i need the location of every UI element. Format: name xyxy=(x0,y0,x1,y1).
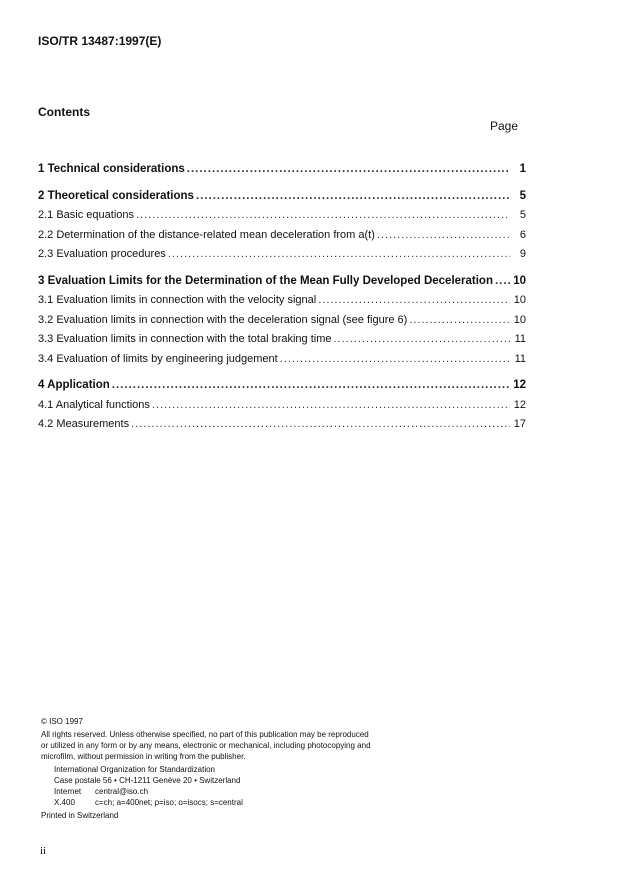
toc-entry-page: 12 xyxy=(513,398,526,411)
toc-entry[interactable] xyxy=(38,418,526,438)
toc-entry-title: 4 Application xyxy=(38,379,110,391)
toc-entry[interactable] xyxy=(38,229,526,249)
organization-name: International Organization for Standardization xyxy=(54,765,215,774)
organization-postal-address: Case postale 56 • CH-1211 Genève 20 • Switzerland xyxy=(54,776,241,785)
x400-label: X.400 xyxy=(54,798,75,807)
copyright-symbol-line: © ISO 1997 xyxy=(41,717,83,726)
x400-contact xyxy=(54,797,401,808)
toc-leader-dots xyxy=(152,399,510,411)
copyright-block xyxy=(41,716,401,821)
internet-contact xyxy=(54,786,401,797)
x400-address: c=ch; a=400net; p=iso; o=isocs; s=central xyxy=(95,798,243,807)
toc-entry[interactable] xyxy=(38,353,526,373)
toc-entry-page: 10 xyxy=(513,313,526,326)
toc-entry-page: 10 xyxy=(513,294,526,306)
toc-entry-page: 11 xyxy=(514,333,526,345)
toc-leader-dots xyxy=(131,418,510,430)
table-of-contents xyxy=(38,163,526,438)
toc-leader-dots xyxy=(112,379,510,391)
internet-label: Internet xyxy=(54,787,82,796)
toc-leader-dots xyxy=(495,275,510,287)
toc-entry-page: 12 xyxy=(513,379,526,391)
toc-entry[interactable] xyxy=(38,275,526,295)
toc-entry[interactable] xyxy=(38,248,526,268)
printed-in-line: Printed in Switzerland xyxy=(41,811,119,820)
toc-entry-title: 3.2 Evaluation limits in connection with the deceleration signal (see figure 6) xyxy=(38,313,408,326)
toc-entry-title: 3.1 Evaluation limits in connection with the velocity signal xyxy=(38,294,317,306)
toc-entry-title: 3.4 Evaluation of limits by engineering judgement xyxy=(38,352,278,365)
contents-heading: Contents xyxy=(38,105,90,119)
toc-entry-title: 2 Theoretical considerations xyxy=(38,189,194,202)
toc-leader-dots xyxy=(187,163,510,175)
toc-entry-title: 4.2 Measurements xyxy=(38,418,130,430)
toc-entry[interactable] xyxy=(38,399,526,419)
toc-entry[interactable] xyxy=(38,333,526,353)
copyright-notice-line: All rights reserved. Unless otherwise specified, no part of this publication may be reproduced xyxy=(41,730,369,739)
toc-leader-dots xyxy=(318,294,510,306)
toc-entry-title: 1 Technical considerations xyxy=(38,163,185,175)
toc-entry[interactable] xyxy=(38,209,526,229)
toc-entry-title: 3 Evaluation Limits for the Determination of the Mean Fully Developed Deceleration xyxy=(38,274,493,287)
toc-entry[interactable] xyxy=(38,314,526,334)
toc-entry-title: 2.3 Evaluation procedures xyxy=(38,248,166,260)
toc-entry-page: 10 xyxy=(513,274,526,287)
toc-leader-dots xyxy=(136,209,510,221)
toc-entry-title: 2.1 Basic equations xyxy=(38,209,135,221)
toc-entry-title: 4.1 Analytical functions xyxy=(38,398,150,411)
toc-entry-page: 5 xyxy=(519,189,526,202)
toc-leader-dots xyxy=(409,314,510,326)
toc-entry-page: 11 xyxy=(514,352,526,365)
page-column-heading: Page xyxy=(490,119,519,133)
toc-entry-page: 5 xyxy=(519,209,526,221)
toc-entry-page: 9 xyxy=(519,248,526,260)
page-number: ii xyxy=(40,845,47,857)
toc-entry-title: 3.3 Evaluation limits in connection with the total braking time xyxy=(38,333,332,345)
toc-leader-dots xyxy=(196,190,510,202)
document-id-header: ISO/TR 13487:1997(E) xyxy=(38,34,162,48)
toc-entry-page: 6 xyxy=(519,228,526,241)
toc-leader-dots xyxy=(377,229,510,241)
toc-entry-title: 2.2 Determination of the distance-related mean deceleration from a(t) xyxy=(38,228,375,241)
toc-entry-page: 17 xyxy=(513,418,526,430)
toc-entry[interactable] xyxy=(38,163,526,183)
toc-entry-page: 1 xyxy=(519,163,526,175)
organization-address xyxy=(41,764,401,808)
toc-entry[interactable] xyxy=(38,379,526,399)
toc-entry[interactable] xyxy=(38,294,526,314)
copyright-notice-line: microfilm, without permission in writing from the publisher. xyxy=(41,752,246,761)
copyright-notice-line: or utilized in any form or by any means, electronic or mechanical, including photocopying and xyxy=(41,741,371,750)
toc-leader-dots xyxy=(168,248,510,260)
toc-leader-dots xyxy=(334,333,511,345)
toc-entry[interactable] xyxy=(38,190,526,210)
toc-leader-dots xyxy=(280,353,510,365)
internet-address[interactable]: central@iso.ch xyxy=(95,787,149,796)
